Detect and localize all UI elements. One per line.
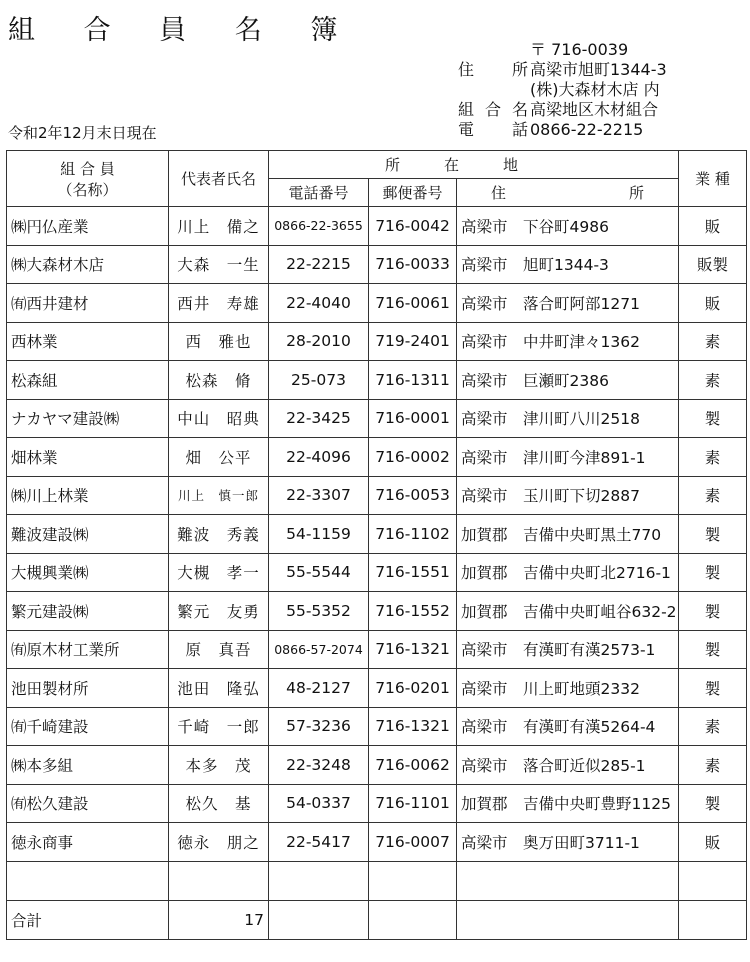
rep-name: 難波 秀義: [169, 515, 269, 554]
phone-label: 電 話: [458, 120, 528, 139]
member-name: 西林業: [7, 322, 169, 361]
phone-number: 22-5417: [269, 823, 369, 862]
association-address: 高梁市旭町1344-3: [530, 60, 667, 79]
member-name: 池田製材所: [7, 669, 169, 708]
header-member-sub: （名称）: [57, 180, 118, 199]
address: 高梁市 落合町阿部1271: [457, 284, 679, 323]
rep-name: 松久 基: [169, 784, 269, 823]
phone-number: 55-5544: [269, 553, 369, 592]
header-location-label: 所在地: [385, 156, 563, 174]
address: 高梁市 落合町近似285-1: [457, 746, 679, 785]
page-title: 組 合 員 名 簿: [8, 15, 358, 46]
association-name: 高梁地区木材組合: [530, 100, 659, 119]
rep-name: 繁元 友勇: [169, 592, 269, 631]
table-row: [7, 707, 747, 746]
phone-number: 22-4040: [269, 284, 369, 323]
empty-cell: [457, 861, 679, 900]
phone-number: 22-3425: [269, 399, 369, 438]
header-rep: 代表者氏名: [169, 151, 269, 207]
table-row: [7, 399, 747, 438]
total-label: 合計: [7, 900, 169, 939]
phone-number: 28-2010: [269, 322, 369, 361]
address: 加賀郡 吉備中央町豊野1125: [457, 784, 679, 823]
table-row: [7, 207, 747, 246]
table-row: [7, 476, 747, 515]
header-zip: 郵便番号: [369, 179, 457, 207]
table-row: [7, 592, 747, 631]
header-address-b: 所: [629, 184, 645, 202]
business-type: 製: [679, 592, 747, 631]
header-type: 業 種: [679, 151, 747, 207]
postal-code: 716-1311: [369, 361, 457, 400]
postal-code: 716-0042: [369, 207, 457, 246]
rep-name: 西井 寿雄: [169, 284, 269, 323]
member-name: ナカヤマ建設㈱: [7, 399, 169, 438]
table-row: [7, 784, 747, 823]
address-row: [458, 60, 667, 80]
empty-cell: [269, 900, 369, 939]
table-row: [7, 322, 747, 361]
postal-code: 716-1102: [369, 515, 457, 554]
rep-name: 川上 慎一郎: [169, 476, 269, 515]
address: 高梁市 巨瀬町2386: [457, 361, 679, 400]
table-row: [7, 515, 747, 554]
association-address-2: (株)大森材木店 内: [530, 80, 660, 99]
business-type: 販: [679, 823, 747, 862]
address: 高梁市 津川町八川2518: [457, 399, 679, 438]
business-type: 販製: [679, 245, 747, 284]
table-row: [7, 746, 747, 785]
name-label: 組 合 名: [458, 100, 528, 119]
postal-code: 716-0062: [369, 746, 457, 785]
member-name: ㈱大森材木店: [7, 245, 169, 284]
table-row: [7, 284, 747, 323]
postal-code: 716-0061: [369, 284, 457, 323]
postal-code: 〒 716-0039: [530, 40, 629, 59]
header-location: [269, 151, 679, 179]
address: 加賀郡 吉備中央町黒土770: [457, 515, 679, 554]
member-name: ㈲松久建設: [7, 784, 169, 823]
business-type: 素: [679, 438, 747, 477]
postal-code: 716-0201: [369, 669, 457, 708]
address: 高梁市 中井町津々1362: [457, 322, 679, 361]
name-row: [458, 100, 667, 120]
postal-code: 716-0007: [369, 823, 457, 862]
table-row: [7, 245, 747, 284]
business-type: 素: [679, 322, 747, 361]
member-name: 畑林業: [7, 438, 169, 477]
rep-name: 西 雅也: [169, 322, 269, 361]
rep-name: 松森 脩: [169, 361, 269, 400]
empty-cell: [269, 861, 369, 900]
member-name: ㈲原木材工業所: [7, 630, 169, 669]
association-phone: 0866-22-2215: [530, 120, 644, 139]
member-name: ㈲西井建材: [7, 284, 169, 323]
empty-cell: [169, 861, 269, 900]
member-name: 難波建設㈱: [7, 515, 169, 554]
table-row: [7, 823, 747, 862]
rep-name: 畑 公平: [169, 438, 269, 477]
phone-number: 22-2215: [269, 245, 369, 284]
total-count: 17: [169, 900, 269, 939]
postal-code: 716-1552: [369, 592, 457, 631]
rep-name: 原 真吾: [169, 630, 269, 669]
table-row: [7, 553, 747, 592]
address: 高梁市 奥万田町3711-1: [457, 823, 679, 862]
postal-code: 716-1551: [369, 553, 457, 592]
header-member-label: 組 合 員: [60, 159, 115, 178]
business-type: 製: [679, 784, 747, 823]
table-row: [7, 669, 747, 708]
table-row: [7, 361, 747, 400]
member-name: 繁元建設㈱: [7, 592, 169, 631]
phone-number: 55-5352: [269, 592, 369, 631]
rep-name: 千崎 一郎: [169, 707, 269, 746]
header-phone: 電話番号: [269, 179, 369, 207]
address-row-2: [458, 80, 667, 100]
empty-cell: [679, 861, 747, 900]
business-type: 販: [679, 284, 747, 323]
member-name: 松森組: [7, 361, 169, 400]
rep-name: 徳永 朋之: [169, 823, 269, 862]
business-type: 製: [679, 630, 747, 669]
rep-name: 川上 備之: [169, 207, 269, 246]
table-row: [7, 438, 747, 477]
member-name: ㈱本多組: [7, 746, 169, 785]
member-name: ㈱川上林業: [7, 476, 169, 515]
postal-code: 716-0033: [369, 245, 457, 284]
rep-name: 本多 茂: [169, 746, 269, 785]
rep-name: 中山 昭典: [169, 399, 269, 438]
address: 加賀郡 吉備中央町岨谷632-2: [457, 592, 679, 631]
phone-number: 25-073: [269, 361, 369, 400]
phone-number: 54-0337: [269, 784, 369, 823]
business-type: 販: [679, 207, 747, 246]
as-of-date: 令和2年12月末日現在: [8, 124, 157, 142]
phone-number: 54-1159: [269, 515, 369, 554]
postal-code: 716-1321: [369, 630, 457, 669]
business-type: 素: [679, 361, 747, 400]
phone-number: 0866-57-2074: [269, 630, 369, 669]
postal-code: 719-2401: [369, 322, 457, 361]
header-member: [7, 151, 169, 207]
address: 高梁市 有漢町有漢2573-1: [457, 630, 679, 669]
business-type: 製: [679, 669, 747, 708]
address: 高梁市 旭町1344-3: [457, 245, 679, 284]
address: 高梁市 有漢町有漢5264-4: [457, 707, 679, 746]
header-address-a: 住: [491, 184, 507, 202]
address: 高梁市 玉川町下切2887: [457, 476, 679, 515]
member-name: 大槻興業㈱: [7, 553, 169, 592]
address: 高梁市 津川町今津891-1: [457, 438, 679, 477]
association-info: [458, 40, 667, 140]
member-name: ㈱円仏産業: [7, 207, 169, 246]
phone-number: 22-3248: [269, 746, 369, 785]
member-roster-table: [6, 150, 747, 940]
postal-code: 716-1101: [369, 784, 457, 823]
empty-cell: [457, 900, 679, 939]
business-type: 製: [679, 553, 747, 592]
address: 加賀郡 吉備中央町北2716-1: [457, 553, 679, 592]
address-label: 住 所: [458, 60, 528, 79]
empty-cell: [7, 861, 169, 900]
address: 高梁市 下谷町4986: [457, 207, 679, 246]
phone-number: 22-3307: [269, 476, 369, 515]
address: 高梁市 川上町地頭2332: [457, 669, 679, 708]
postal-code: 716-0053: [369, 476, 457, 515]
phone-number: 22-4096: [269, 438, 369, 477]
rep-name: 大槻 孝一: [169, 553, 269, 592]
postal-row: [458, 40, 667, 60]
empty-cell: [679, 900, 747, 939]
business-type: 素: [679, 476, 747, 515]
business-type: 製: [679, 399, 747, 438]
member-name: ㈲千崎建設: [7, 707, 169, 746]
empty-cell: [369, 900, 457, 939]
postal-code: 716-1321: [369, 707, 457, 746]
business-type: 素: [679, 707, 747, 746]
phone-row: [458, 120, 667, 140]
postal-code: 716-0001: [369, 399, 457, 438]
header-address: [457, 179, 679, 207]
business-type: 製: [679, 515, 747, 554]
phone-number: 57-3236: [269, 707, 369, 746]
rep-name: 池田 隆弘: [169, 669, 269, 708]
phone-number: 48-2127: [269, 669, 369, 708]
member-name: 徳永商事: [7, 823, 169, 862]
empty-cell: [369, 861, 457, 900]
phone-number: 0866-22-3655: [269, 207, 369, 246]
table-row: [7, 630, 747, 669]
business-type: 素: [679, 746, 747, 785]
postal-code: 716-0002: [369, 438, 457, 477]
rep-name: 大森 一生: [169, 245, 269, 284]
